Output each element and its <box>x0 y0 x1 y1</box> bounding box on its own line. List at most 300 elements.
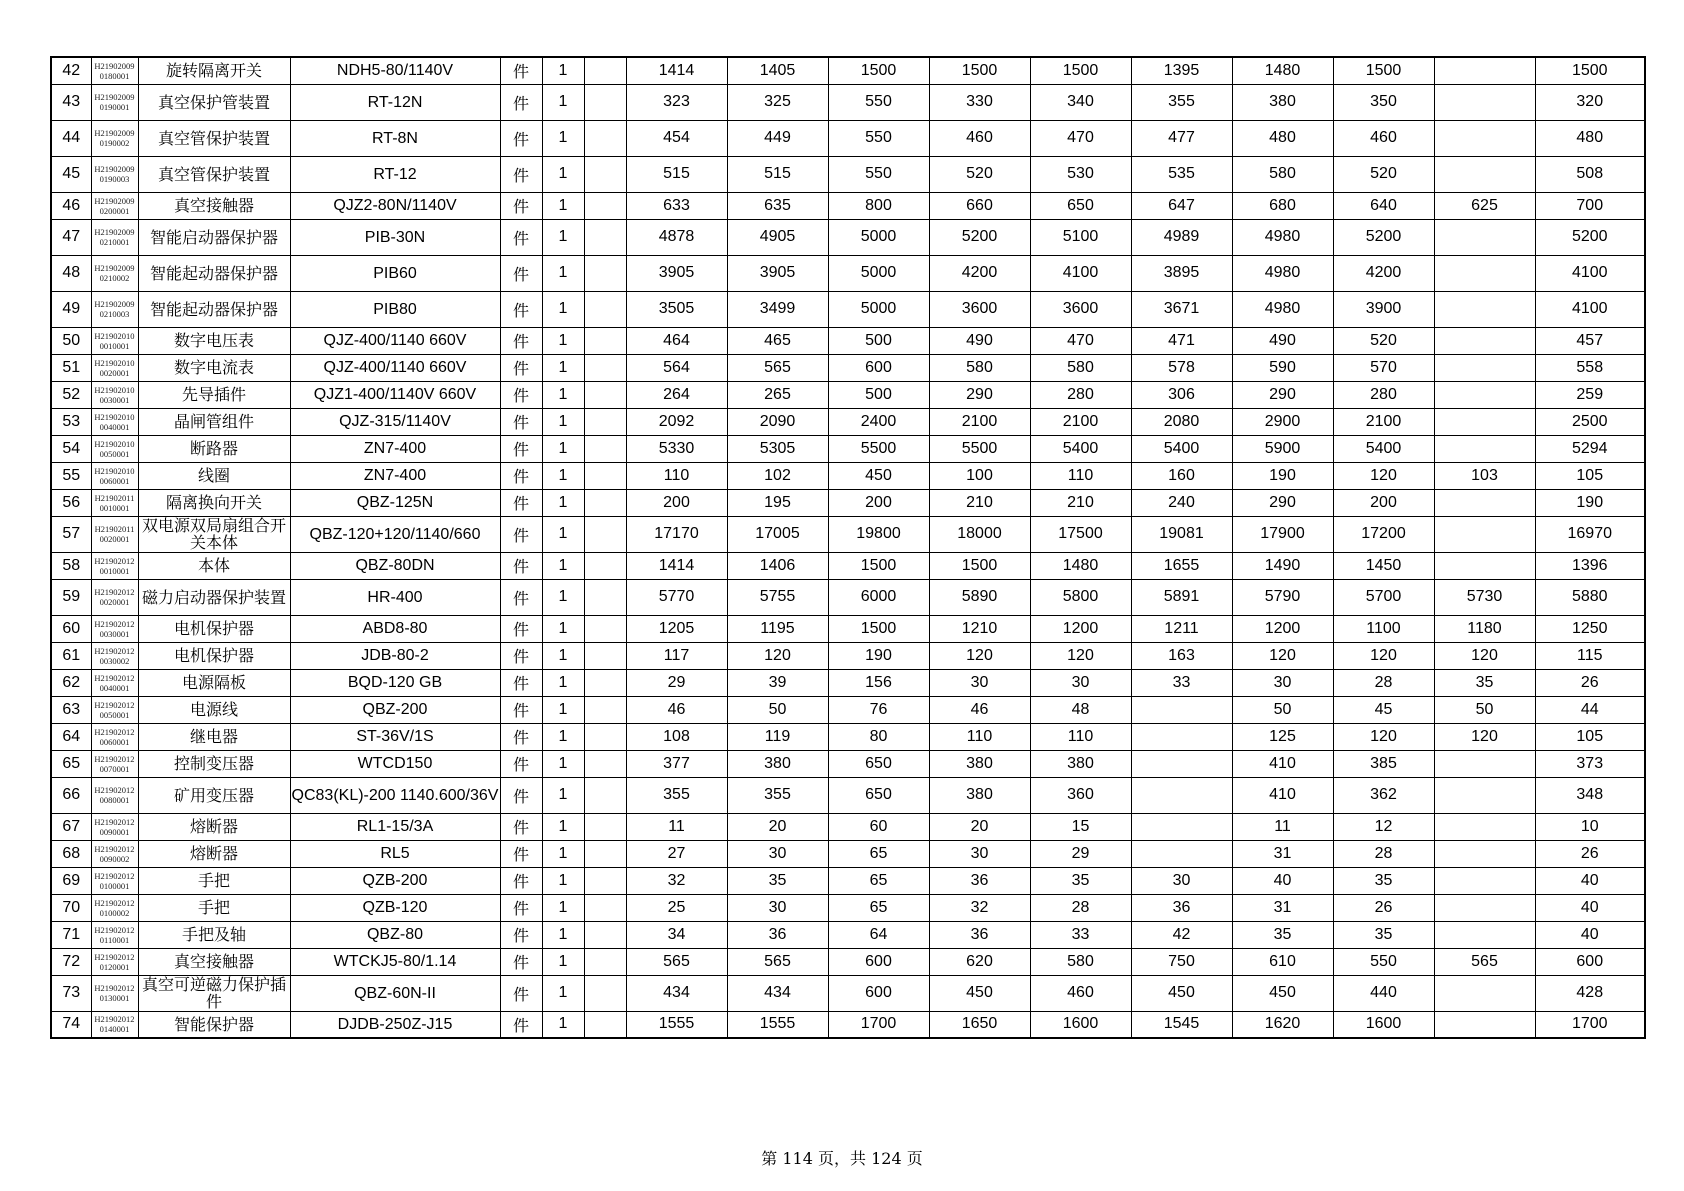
cell-qty: 1 <box>542 921 584 948</box>
table-row <box>51 552 1645 579</box>
cell-p10: 16970 <box>1535 516 1645 552</box>
cell-unit: 件 <box>500 381 542 408</box>
cell-p4: 5200 <box>929 219 1030 255</box>
cell-p3: 80 <box>828 723 929 750</box>
cell-p7: 290 <box>1232 489 1333 516</box>
cell-p7: 1490 <box>1232 552 1333 579</box>
cell-qty: 1 <box>542 867 584 894</box>
cell-blank <box>584 948 626 975</box>
cell-p4: 32 <box>929 894 1030 921</box>
cell-p9 <box>1434 219 1535 255</box>
cell-p6: 477 <box>1131 120 1232 156</box>
cell-blank <box>584 120 626 156</box>
cell-p2: 449 <box>727 120 828 156</box>
cell-p7: 1480 <box>1232 57 1333 84</box>
cell-p4: 18000 <box>929 516 1030 552</box>
cell-name: 真空可逆磁力保护插件 <box>138 975 290 1011</box>
cell-p1: 565 <box>626 948 727 975</box>
cell-no: 52 <box>51 381 91 408</box>
cell-p10: 4100 <box>1535 291 1645 327</box>
cell-spec: QBZ-60N-II <box>290 975 500 1011</box>
cell-p10: 26 <box>1535 840 1645 867</box>
cell-p2: 3499 <box>727 291 828 327</box>
cell-code: H21902009 0210001 <box>91 219 138 255</box>
cell-no: 46 <box>51 192 91 219</box>
cell-name: 电源线 <box>138 696 290 723</box>
cell-name: 熔断器 <box>138 840 290 867</box>
cell-p7: 4980 <box>1232 291 1333 327</box>
cell-p7: 580 <box>1232 156 1333 192</box>
cell-blank <box>584 354 626 381</box>
cell-p9: 120 <box>1434 642 1535 669</box>
cell-blank <box>584 552 626 579</box>
cell-p9 <box>1434 894 1535 921</box>
table-row <box>51 255 1645 291</box>
cell-blank <box>584 219 626 255</box>
cell-p2: 20 <box>727 813 828 840</box>
cell-p8: 120 <box>1333 462 1434 489</box>
cell-no: 51 <box>51 354 91 381</box>
cell-p9 <box>1434 489 1535 516</box>
cell-unit: 件 <box>500 84 542 120</box>
cell-p8: 35 <box>1333 867 1434 894</box>
cell-p9: 1180 <box>1434 615 1535 642</box>
cell-p1: 5770 <box>626 579 727 615</box>
cell-p3: 1500 <box>828 552 929 579</box>
footer-total-pages: 124 <box>871 1149 902 1168</box>
cell-no: 71 <box>51 921 91 948</box>
cell-no: 44 <box>51 120 91 156</box>
cell-p4: 30 <box>929 669 1030 696</box>
cell-p10: 700 <box>1535 192 1645 219</box>
cell-qty: 1 <box>542 57 584 84</box>
cell-qty: 1 <box>542 327 584 354</box>
cell-name: 矿用变压器 <box>138 777 290 813</box>
cell-p10: 428 <box>1535 975 1645 1011</box>
cell-p2: 17005 <box>727 516 828 552</box>
cell-p3: 65 <box>828 840 929 867</box>
table-row <box>51 291 1645 327</box>
cell-p3: 200 <box>828 489 929 516</box>
cell-unit: 件 <box>500 408 542 435</box>
cell-p3: 550 <box>828 120 929 156</box>
cell-qty: 1 <box>542 291 584 327</box>
cell-p5: 4100 <box>1030 255 1131 291</box>
cell-p7: 2900 <box>1232 408 1333 435</box>
cell-p1: 1555 <box>626 1011 727 1038</box>
cell-p8: 3900 <box>1333 291 1434 327</box>
cell-name: 智能保护器 <box>138 1011 290 1038</box>
cell-p4: 100 <box>929 462 1030 489</box>
cell-p9 <box>1434 354 1535 381</box>
cell-p9 <box>1434 867 1535 894</box>
table-row <box>51 156 1645 192</box>
cell-p2: 30 <box>727 894 828 921</box>
cell-p5: 33 <box>1030 921 1131 948</box>
cell-p5: 580 <box>1030 354 1131 381</box>
cell-blank <box>584 408 626 435</box>
cell-unit: 件 <box>500 219 542 255</box>
cell-code: H21902010 0040001 <box>91 408 138 435</box>
cell-p4: 210 <box>929 489 1030 516</box>
table-row <box>51 840 1645 867</box>
cell-name: 旋转隔离开关 <box>138 57 290 84</box>
table-row <box>51 516 1645 552</box>
cell-p4: 5890 <box>929 579 1030 615</box>
cell-p5: 5400 <box>1030 435 1131 462</box>
cell-p10: 373 <box>1535 750 1645 777</box>
cell-p2: 5755 <box>727 579 828 615</box>
cell-p9: 120 <box>1434 723 1535 750</box>
table-row <box>51 327 1645 354</box>
cell-p6: 3895 <box>1131 255 1232 291</box>
table-row <box>51 921 1645 948</box>
cell-p3: 5500 <box>828 435 929 462</box>
cell-spec: PIB80 <box>290 291 500 327</box>
cell-p4: 46 <box>929 696 1030 723</box>
cell-qty: 1 <box>542 1011 584 1038</box>
cell-spec: DJDB-250Z-J15 <box>290 1011 500 1038</box>
cell-name: 智能起动器保护器 <box>138 255 290 291</box>
cell-no: 66 <box>51 777 91 813</box>
cell-p9 <box>1434 750 1535 777</box>
cell-blank <box>584 750 626 777</box>
cell-p8: 570 <box>1333 354 1434 381</box>
cell-unit: 件 <box>500 948 542 975</box>
cell-name: 本体 <box>138 552 290 579</box>
cell-p1: 29 <box>626 669 727 696</box>
cell-p8: 520 <box>1333 327 1434 354</box>
cell-qty: 1 <box>542 669 584 696</box>
cell-blank <box>584 921 626 948</box>
cell-qty: 1 <box>542 696 584 723</box>
cell-unit: 件 <box>500 192 542 219</box>
cell-unit: 件 <box>500 57 542 84</box>
cell-p4: 380 <box>929 777 1030 813</box>
cell-p9: 103 <box>1434 462 1535 489</box>
cell-p3: 600 <box>828 354 929 381</box>
cell-p7: 410 <box>1232 777 1333 813</box>
cell-p8: 120 <box>1333 723 1434 750</box>
cell-spec: PIB-30N <box>290 219 500 255</box>
cell-p7: 610 <box>1232 948 1333 975</box>
cell-p1: 11 <box>626 813 727 840</box>
table-row <box>51 84 1645 120</box>
cell-name: 真空管保护装置 <box>138 120 290 156</box>
table-row <box>51 696 1645 723</box>
table-row <box>51 354 1645 381</box>
cell-qty: 1 <box>542 435 584 462</box>
cell-p2: 325 <box>727 84 828 120</box>
cell-p6 <box>1131 813 1232 840</box>
cell-p8: 280 <box>1333 381 1434 408</box>
cell-p5: 29 <box>1030 840 1131 867</box>
cell-name: 手把 <box>138 894 290 921</box>
cell-code: H21902012 0110001 <box>91 921 138 948</box>
cell-p5: 28 <box>1030 894 1131 921</box>
cell-spec: QZB-120 <box>290 894 500 921</box>
cell-p1: 3505 <box>626 291 727 327</box>
cell-code: H21902012 0010001 <box>91 552 138 579</box>
cell-spec: QBZ-80DN <box>290 552 500 579</box>
cell-p6 <box>1131 777 1232 813</box>
cell-p6 <box>1131 696 1232 723</box>
cell-code: H21902010 0020001 <box>91 354 138 381</box>
cell-p9 <box>1434 408 1535 435</box>
cell-name: 智能启动器保护器 <box>138 219 290 255</box>
cell-no: 59 <box>51 579 91 615</box>
cell-blank <box>584 192 626 219</box>
cell-p8: 28 <box>1333 840 1434 867</box>
cell-p2: 1195 <box>727 615 828 642</box>
cell-p6: 578 <box>1131 354 1232 381</box>
table-row <box>51 867 1645 894</box>
cell-p10: 348 <box>1535 777 1645 813</box>
table-row <box>51 948 1645 975</box>
cell-p8: 1600 <box>1333 1011 1434 1038</box>
cell-qty: 1 <box>542 489 584 516</box>
cell-p4: 36 <box>929 867 1030 894</box>
cell-name: 磁力启动器保护装置 <box>138 579 290 615</box>
cell-p10: 115 <box>1535 642 1645 669</box>
cell-no: 49 <box>51 291 91 327</box>
cell-p10: 10 <box>1535 813 1645 840</box>
cell-code: H21902012 0080001 <box>91 777 138 813</box>
cell-unit: 件 <box>500 1011 542 1038</box>
cell-spec: WTCD150 <box>290 750 500 777</box>
cell-p3: 500 <box>828 327 929 354</box>
cell-no: 54 <box>51 435 91 462</box>
table-row <box>51 813 1645 840</box>
cell-code: H21902009 0190003 <box>91 156 138 192</box>
cell-unit: 件 <box>500 777 542 813</box>
cell-p3: 156 <box>828 669 929 696</box>
cell-blank <box>584 435 626 462</box>
cell-no: 65 <box>51 750 91 777</box>
table-row <box>51 723 1645 750</box>
cell-p6: 535 <box>1131 156 1232 192</box>
cell-blank <box>584 489 626 516</box>
cell-p3: 600 <box>828 975 929 1011</box>
cell-code: H21902012 0040001 <box>91 669 138 696</box>
cell-p5: 460 <box>1030 975 1131 1011</box>
table-body <box>51 57 1645 1038</box>
cell-p1: 27 <box>626 840 727 867</box>
cell-p9 <box>1434 84 1535 120</box>
cell-name: 电源隔板 <box>138 669 290 696</box>
cell-p6: 450 <box>1131 975 1232 1011</box>
cell-p3: 19800 <box>828 516 929 552</box>
cell-blank <box>584 642 626 669</box>
table-row <box>51 669 1645 696</box>
cell-p5: 580 <box>1030 948 1131 975</box>
cell-p2: 119 <box>727 723 828 750</box>
cell-name: 继电器 <box>138 723 290 750</box>
cell-p7: 40 <box>1232 867 1333 894</box>
cell-p5: 35 <box>1030 867 1131 894</box>
cell-p1: 46 <box>626 696 727 723</box>
cell-p1: 4878 <box>626 219 727 255</box>
cell-p9 <box>1434 975 1535 1011</box>
cell-no: 73 <box>51 975 91 1011</box>
cell-p4: 380 <box>929 750 1030 777</box>
cell-no: 57 <box>51 516 91 552</box>
cell-p3: 5000 <box>828 255 929 291</box>
cell-unit: 件 <box>500 921 542 948</box>
cell-no: 72 <box>51 948 91 975</box>
cell-no: 58 <box>51 552 91 579</box>
cell-no: 53 <box>51 408 91 435</box>
cell-p4: 20 <box>929 813 1030 840</box>
cell-p6 <box>1131 750 1232 777</box>
cell-p9 <box>1434 840 1535 867</box>
cell-p2: 120 <box>727 642 828 669</box>
table-row <box>51 489 1645 516</box>
cell-p6: 3671 <box>1131 291 1232 327</box>
cell-name: 晶闸管组件 <box>138 408 290 435</box>
cell-p4: 490 <box>929 327 1030 354</box>
cell-code: H21902012 0030001 <box>91 615 138 642</box>
cell-p9 <box>1434 255 1535 291</box>
cell-spec: QC83(KL)-200 1140.600/36V <box>290 777 500 813</box>
cell-p1: 117 <box>626 642 727 669</box>
cell-p4: 460 <box>929 120 1030 156</box>
cell-p6: 33 <box>1131 669 1232 696</box>
cell-p5: 3600 <box>1030 291 1131 327</box>
cell-p6: 5400 <box>1131 435 1232 462</box>
cell-p1: 200 <box>626 489 727 516</box>
cell-spec: WTCKJ5-80/1.14 <box>290 948 500 975</box>
cell-p6: 750 <box>1131 948 1232 975</box>
cell-p5: 120 <box>1030 642 1131 669</box>
cell-p8: 640 <box>1333 192 1434 219</box>
cell-p8: 12 <box>1333 813 1434 840</box>
cell-p4: 36 <box>929 921 1030 948</box>
table-row <box>51 750 1645 777</box>
cell-p2: 380 <box>727 750 828 777</box>
cell-p8: 520 <box>1333 156 1434 192</box>
cell-unit: 件 <box>500 156 542 192</box>
cell-code: H21902012 0060001 <box>91 723 138 750</box>
cell-spec: JDB-80-2 <box>290 642 500 669</box>
cell-unit: 件 <box>500 669 542 696</box>
cell-no: 67 <box>51 813 91 840</box>
cell-code: H21902012 0090002 <box>91 840 138 867</box>
cell-qty: 1 <box>542 948 584 975</box>
cell-spec: QBZ-125N <box>290 489 500 516</box>
cell-p2: 2090 <box>727 408 828 435</box>
cell-p4: 1500 <box>929 552 1030 579</box>
cell-p8: 1500 <box>1333 57 1434 84</box>
cell-p7: 1620 <box>1232 1011 1333 1038</box>
cell-p5: 470 <box>1030 327 1131 354</box>
cell-p9 <box>1434 921 1535 948</box>
cell-name: 隔离换向开关 <box>138 489 290 516</box>
cell-qty: 1 <box>542 408 584 435</box>
cell-p1: 1205 <box>626 615 727 642</box>
cell-p8: 35 <box>1333 921 1434 948</box>
cell-p3: 800 <box>828 192 929 219</box>
cell-p8: 5700 <box>1333 579 1434 615</box>
cell-p5: 1200 <box>1030 615 1131 642</box>
cell-p7: 30 <box>1232 669 1333 696</box>
table-row <box>51 219 1645 255</box>
cell-p2: 265 <box>727 381 828 408</box>
cell-spec: QBZ-200 <box>290 696 500 723</box>
cell-p7: 490 <box>1232 327 1333 354</box>
cell-p5: 5800 <box>1030 579 1131 615</box>
cell-no: 43 <box>51 84 91 120</box>
cell-p3: 1500 <box>828 615 929 642</box>
cell-no: 62 <box>51 669 91 696</box>
cell-name: 电机保护器 <box>138 615 290 642</box>
cell-p10: 2500 <box>1535 408 1645 435</box>
cell-p3: 65 <box>828 867 929 894</box>
cell-p9 <box>1434 156 1535 192</box>
cell-p10: 5294 <box>1535 435 1645 462</box>
cell-p1: 464 <box>626 327 727 354</box>
cell-p3: 550 <box>828 84 929 120</box>
cell-p6: 2080 <box>1131 408 1232 435</box>
table-row <box>51 408 1645 435</box>
cell-p1: 34 <box>626 921 727 948</box>
cell-code: H21902012 0100002 <box>91 894 138 921</box>
cell-p1: 110 <box>626 462 727 489</box>
cell-p6: 1655 <box>1131 552 1232 579</box>
cell-p6: 471 <box>1131 327 1232 354</box>
cell-p6: 19081 <box>1131 516 1232 552</box>
cell-no: 63 <box>51 696 91 723</box>
cell-p5: 1480 <box>1030 552 1131 579</box>
cell-p2: 355 <box>727 777 828 813</box>
cell-p6: 163 <box>1131 642 1232 669</box>
cell-p1: 1414 <box>626 552 727 579</box>
cell-spec: QJZ-400/1140 660V <box>290 327 500 354</box>
cell-code: H21902010 0010001 <box>91 327 138 354</box>
cell-no: 55 <box>51 462 91 489</box>
cell-blank <box>584 975 626 1011</box>
cell-spec: ST-36V/1S <box>290 723 500 750</box>
cell-qty: 1 <box>542 354 584 381</box>
cell-p5: 15 <box>1030 813 1131 840</box>
cell-unit: 件 <box>500 750 542 777</box>
cell-p7: 125 <box>1232 723 1333 750</box>
cell-unit: 件 <box>500 894 542 921</box>
cell-p1: 17170 <box>626 516 727 552</box>
cell-unit: 件 <box>500 696 542 723</box>
cell-spec: QBZ-120+120/1140/660 <box>290 516 500 552</box>
cell-code: H21902012 0090001 <box>91 813 138 840</box>
cell-unit: 件 <box>500 723 542 750</box>
cell-blank <box>584 255 626 291</box>
cell-qty: 1 <box>542 642 584 669</box>
cell-p8: 385 <box>1333 750 1434 777</box>
cell-no: 61 <box>51 642 91 669</box>
table-row <box>51 1011 1645 1038</box>
cell-p1: 32 <box>626 867 727 894</box>
cell-p7: 17900 <box>1232 516 1333 552</box>
cell-no: 70 <box>51 894 91 921</box>
cell-p7: 5900 <box>1232 435 1333 462</box>
cell-p10: 5880 <box>1535 579 1645 615</box>
cell-spec: HR-400 <box>290 579 500 615</box>
cell-p9 <box>1434 552 1535 579</box>
cell-blank <box>584 381 626 408</box>
cell-p8: 5200 <box>1333 219 1434 255</box>
cell-p3: 6000 <box>828 579 929 615</box>
cell-spec: RT-8N <box>290 120 500 156</box>
cell-blank <box>584 723 626 750</box>
